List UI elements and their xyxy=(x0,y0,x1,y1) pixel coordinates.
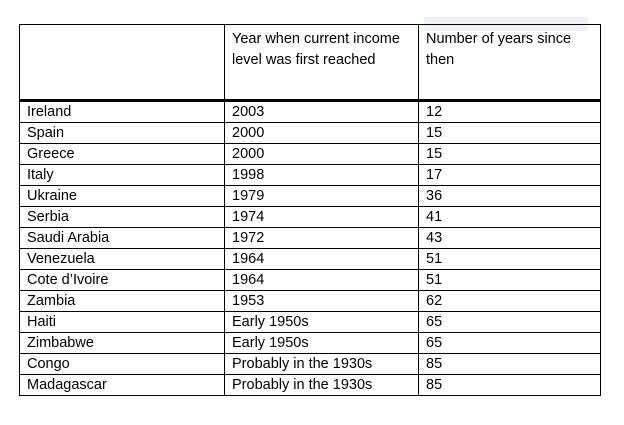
country-cell: Spain xyxy=(20,123,225,144)
year-cell: 1953 xyxy=(225,291,419,312)
year-cell: 1972 xyxy=(225,228,419,249)
years-since-cell: 12 xyxy=(419,101,601,123)
country-cell: Saudi Arabia xyxy=(20,228,225,249)
years-since-cell: 36 xyxy=(419,186,601,207)
years-since-cell: 65 xyxy=(419,333,601,354)
years-since-cell: 62 xyxy=(419,291,601,312)
year-cell: 2000 xyxy=(225,123,419,144)
year-cell: 1998 xyxy=(225,165,419,186)
year-cell: Early 1950s xyxy=(225,312,419,333)
table-row xyxy=(20,165,601,186)
country-cell: Zimbabwe xyxy=(20,333,225,354)
header-country xyxy=(20,25,225,101)
table-row xyxy=(20,270,601,291)
country-cell: Greece xyxy=(20,144,225,165)
table-row xyxy=(20,144,601,165)
years-since-cell: 41 xyxy=(419,207,601,228)
table-row xyxy=(20,101,601,123)
country-cell: Haiti xyxy=(20,312,225,333)
table-row xyxy=(20,249,601,270)
table-row xyxy=(20,333,601,354)
years-since-cell: 85 xyxy=(419,375,601,396)
country-cell: Cote d’Ivoire xyxy=(20,270,225,291)
table-row xyxy=(20,375,601,396)
table-row xyxy=(20,354,601,375)
country-cell: Congo xyxy=(20,354,225,375)
year-cell: 1974 xyxy=(225,207,419,228)
year-cell: 2003 xyxy=(225,101,419,123)
country-cell: Zambia xyxy=(20,291,225,312)
table-header-row xyxy=(20,25,601,101)
country-cell: Ireland xyxy=(20,101,225,123)
table-row xyxy=(20,123,601,144)
table-row xyxy=(20,312,601,333)
income-level-table xyxy=(19,24,601,396)
years-since-cell: 15 xyxy=(419,123,601,144)
years-since-cell: 65 xyxy=(419,312,601,333)
table-row xyxy=(20,228,601,249)
country-cell: Serbia xyxy=(20,207,225,228)
header-year-reached: Year when current income level was first reached xyxy=(225,25,419,101)
table-row xyxy=(20,207,601,228)
year-cell: 1964 xyxy=(225,270,419,291)
country-cell: Italy xyxy=(20,165,225,186)
header-years-since: Number of years since then xyxy=(419,25,601,101)
year-cell: Probably in the 1930s xyxy=(225,354,419,375)
year-cell: Early 1950s xyxy=(225,333,419,354)
years-since-cell: 51 xyxy=(419,270,601,291)
years-since-cell: 15 xyxy=(419,144,601,165)
year-cell: Probably in the 1930s xyxy=(225,375,419,396)
year-cell: 2000 xyxy=(225,144,419,165)
years-since-cell: 17 xyxy=(419,165,601,186)
table-body xyxy=(20,101,601,396)
country-cell: Venezuela xyxy=(20,249,225,270)
year-cell: 1964 xyxy=(225,249,419,270)
years-since-cell: 43 xyxy=(419,228,601,249)
table-row xyxy=(20,291,601,312)
years-since-cell: 51 xyxy=(419,249,601,270)
country-cell: Ukraine xyxy=(20,186,225,207)
years-since-cell: 85 xyxy=(419,354,601,375)
table-row xyxy=(20,186,601,207)
year-cell: 1979 xyxy=(225,186,419,207)
country-cell: Madagascar xyxy=(20,375,225,396)
